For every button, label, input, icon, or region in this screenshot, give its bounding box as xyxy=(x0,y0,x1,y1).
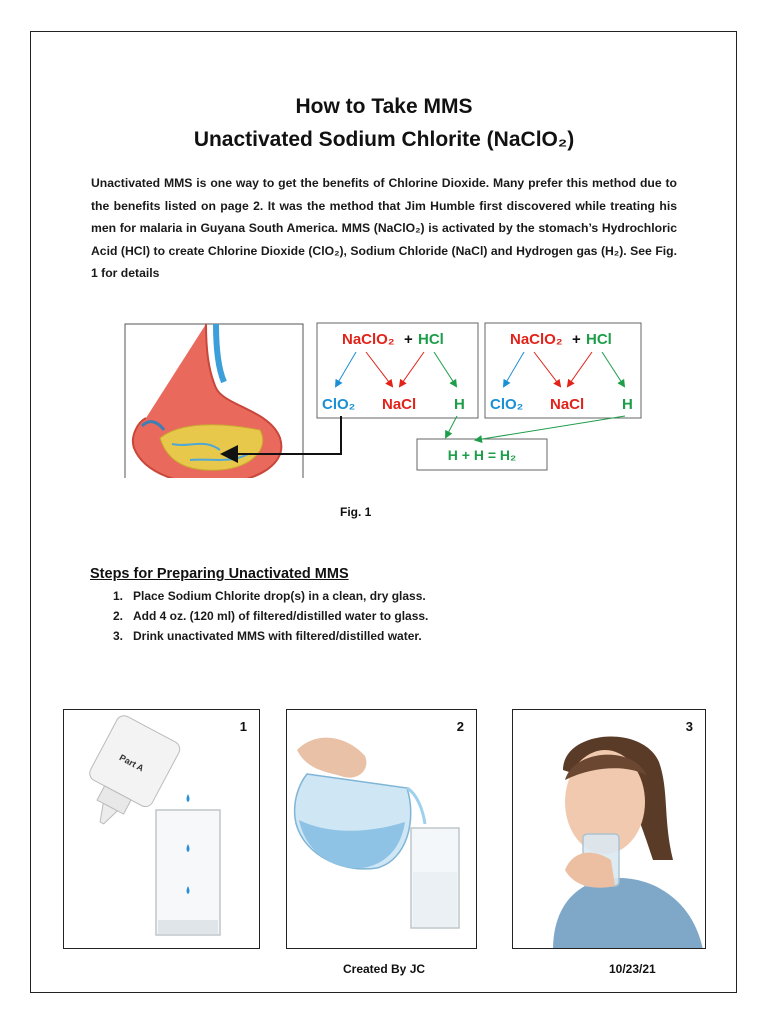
footer-credit: Created By JC xyxy=(343,962,426,976)
product-clo2: ClO₂ xyxy=(322,396,356,413)
hydrogen-equation-box xyxy=(417,416,625,470)
plus-sign: + xyxy=(572,331,581,348)
steps-list xyxy=(113,586,428,646)
photo-step-1 xyxy=(63,709,260,949)
product-nacl: NaCl xyxy=(382,396,417,413)
photo-number: 3 xyxy=(685,719,693,734)
list-item: 1. Place Sodium Chlorite drop(s) in a clean, dry glass. xyxy=(113,589,426,603)
woman-drinking-illustration xyxy=(513,710,706,949)
dropper-bottle-illustration xyxy=(64,710,260,949)
photo-step-2 xyxy=(286,709,477,949)
page-subtitle: Unactivated Sodium Chlorite (NaClO₂) xyxy=(193,128,575,151)
plus-sign: + xyxy=(404,331,413,348)
figure-1 xyxy=(120,318,650,478)
reaction-box-2 xyxy=(485,323,641,418)
page-title: How to Take MMS xyxy=(295,95,473,118)
reactant-naclo2: NaClO₂ xyxy=(342,331,395,348)
pouring-water-illustration xyxy=(287,710,477,949)
photo-number: 2 xyxy=(456,719,464,734)
photo-step-3 xyxy=(512,709,706,949)
reactant-naclo2: NaClO₂ xyxy=(510,331,563,348)
list-item: 2. Add 4 oz. (120 ml) of filtered/distilled water to glass. xyxy=(113,609,429,623)
footer-date: 10/23/21 xyxy=(609,962,656,976)
bottle-label: Part A xyxy=(117,752,146,774)
product-h: H xyxy=(622,396,633,413)
steps-heading: Steps for Preparing Unactivated MMS xyxy=(90,566,349,582)
product-h: H xyxy=(454,396,465,413)
svg-text:H + H = H₂: H + H = H₂ xyxy=(447,447,517,463)
reactant-hcl: HCl xyxy=(586,331,612,348)
intro-paragraph: Unactivated MMS is one way to get the benefits of Chlorine Dioxide. Many prefer this method due to the benefits listed on page 2. It was the method that Jim Humble first discovered while treating his men for malaria in Guyana South America. MMS (NaClO₂) is activated by the stomach’s Hydrochloric Acid (HCl) to create Chlorine Dioxide (ClO₂), Sodium Chloride (NaCl) and Hydrogen gas (H₂). See Fig. 1 for details xyxy=(91,176,677,280)
product-clo2: ClO₂ xyxy=(490,396,524,413)
reaction-box-1 xyxy=(317,323,478,418)
figure-caption: Fig. 1 xyxy=(340,505,372,519)
reactant-hcl: HCl xyxy=(418,331,444,348)
list-item: 3. Drink unactivated MMS with filtered/distilled water. xyxy=(113,629,422,643)
photo-number: 1 xyxy=(239,719,247,734)
product-nacl: NaCl xyxy=(550,396,585,413)
